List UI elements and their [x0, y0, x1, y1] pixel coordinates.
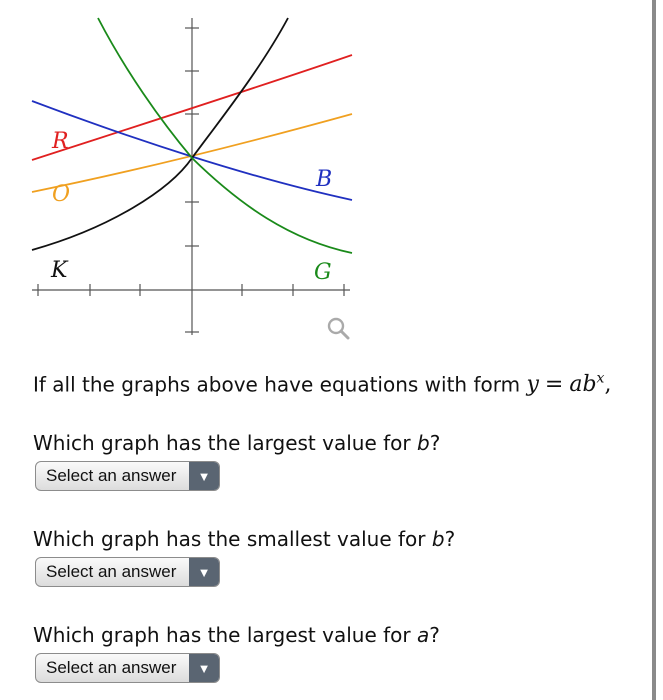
label-o: O	[52, 182, 71, 207]
select-label: Select an answer	[46, 466, 177, 485]
eq-b: b	[582, 372, 597, 398]
question-suffix: ?	[429, 431, 441, 455]
eq-equals: =	[544, 372, 564, 398]
eq-exponent: x	[596, 371, 605, 387]
curve-g	[98, 18, 352, 253]
label-r: R	[52, 129, 69, 154]
dropdown-arrow-icon[interactable]: ▼	[189, 654, 219, 682]
question-text: Which graph has the largest value for	[33, 623, 417, 647]
label-g: G	[314, 260, 332, 285]
eq-comma: ,	[604, 372, 612, 398]
question-suffix: ?	[429, 623, 440, 647]
question-var: a	[416, 623, 430, 647]
answer-select-smallest-b[interactable]	[35, 557, 220, 587]
select-label: Select an answer	[46, 562, 177, 581]
label-k: K	[51, 258, 68, 283]
eq-y: y	[526, 372, 539, 398]
question-smallest-b	[33, 527, 455, 551]
curve-k	[32, 18, 288, 250]
equation	[526, 372, 611, 397]
question-suffix: ?	[444, 527, 456, 551]
eq-a: a	[569, 372, 583, 398]
label-b: B	[316, 167, 333, 192]
exponential-graphs-plot	[20, 10, 365, 345]
question-var: b	[431, 527, 445, 551]
intro-text: If all the graphs above have equations with form	[33, 372, 521, 397]
question-text: Which graph has the largest value for	[33, 431, 417, 455]
page-right-border	[652, 0, 656, 700]
question-largest-b	[33, 431, 440, 455]
question-text: Which graph has the smallest value for	[33, 527, 432, 551]
answer-select-largest-b[interactable]	[35, 461, 220, 491]
dropdown-arrow-icon[interactable]: ▼	[189, 462, 219, 490]
question-largest-a	[33, 623, 440, 647]
answer-select-largest-a[interactable]	[35, 653, 220, 683]
question-var: b	[416, 431, 430, 455]
dropdown-arrow-icon[interactable]: ▼	[189, 558, 219, 586]
question-intro	[33, 371, 611, 397]
magnify-icon[interactable]	[326, 316, 350, 340]
select-label: Select an answer	[46, 658, 177, 677]
